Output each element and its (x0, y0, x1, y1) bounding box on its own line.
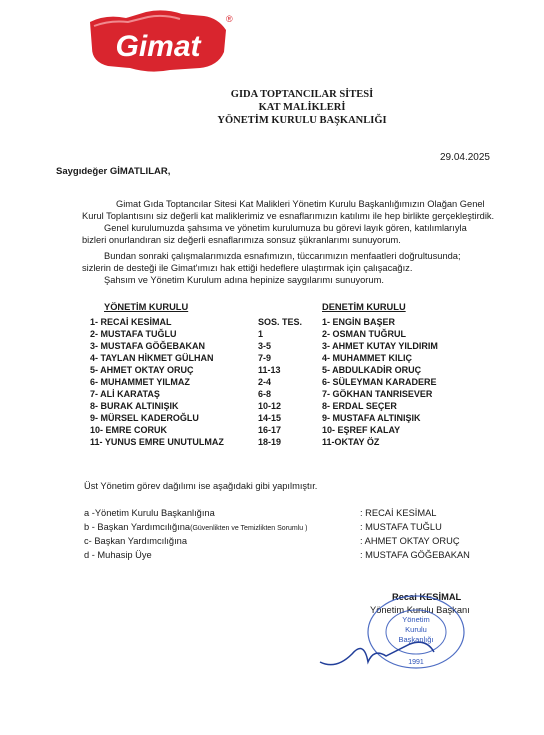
sos-tes-heading: SOS. TES. (258, 317, 303, 327)
audit-member: 8- ERDAL SEÇER (322, 401, 397, 411)
audit-member: 2- OSMAN TUĞRUL (322, 329, 406, 339)
board-member: 11- YUNUS EMRE UNUTULMAZ (90, 437, 224, 447)
duty-sub: (Güvenlikten ve Temizlikten Sorumlu ) (190, 525, 308, 532)
audit-member: 7- GÖKHAN TANRISEVER (322, 389, 433, 399)
greeting: Saygıdeğer GİMATLILAR, (56, 166, 171, 177)
sos-tes-value: 10-12 (258, 401, 282, 411)
stamp-line-2: Kurulu (405, 625, 427, 634)
header-line-2: KAT MALİKLERİ (258, 102, 346, 113)
paragraph-line: Bundan sonraki çalışmalarımızda esnafımızın, tüccarımızın menfaatleri doğrultusunda; (104, 251, 461, 261)
audit-heading: DENETİM KURULU (322, 302, 406, 312)
stamp-year: 1991 (408, 659, 424, 666)
official-stamp (316, 592, 466, 682)
duties-intro: Üst Yönetim görev dağılımı ise aşağıdaki gibi yapılmıştır. (84, 481, 318, 491)
signatory-name: Recai KESİMAL (392, 592, 462, 602)
duty-row (84, 521, 307, 535)
duty-person: : AHMET OKTAY ORUÇ (360, 536, 460, 546)
board-member: 6- MUHAMMET YILMAZ (90, 377, 190, 387)
board-member: 5- AHMET OKTAY ORUÇ (90, 365, 194, 375)
sos-tes-value: 14-15 (258, 413, 282, 423)
duty-person: : RECAİ KESİMAL (360, 508, 437, 518)
sos-tes-value: 6-8 (258, 389, 272, 399)
audit-member: 3- AHMET KUTAY YILDIRIM (322, 341, 438, 351)
board-member: 10- EMRE CORUK (90, 425, 168, 435)
paragraph-line: Kurul Toplantısını siz değerli kat maliklerimiz ve esnaflarımızın katılımı ile hep birlikte gerçekleştirdik. (82, 211, 495, 221)
duty-role: d - Muhasip Üye (84, 550, 152, 560)
registered-mark: ® (226, 14, 233, 24)
letter-date: 29.04.2025 (439, 152, 490, 163)
stamp-line-1: Yönetim (402, 615, 430, 624)
audit-member: 1- ENGİN BAŞER (322, 317, 396, 327)
paragraph-line: Gimat Gıda Toptancılar Sitesi Kat Malikleri Yönetim Kurulu Başkanlığımızın Olağan Genel (116, 199, 485, 209)
board-member-list (90, 316, 224, 448)
paragraph-line: Genel kurulumuzda şahsıma ve yönetim kurulumuza bu görevi layık gören, katılımlarıyla (104, 223, 467, 233)
audit-member: 10- EŞREF KALAY (322, 425, 401, 435)
audit-member: 11-OKTAY ÖZ (322, 437, 380, 447)
duty-role: a -Yönetim Kurulu Başkanlığına (84, 508, 215, 518)
audit-member: 4- MUHAMMET KILIÇ (322, 353, 412, 363)
paragraph-line: sizlerin de desteği ile Gimat'ımızı hak ettiği hedeflere ulaştırmak için çalışacağız. (82, 263, 413, 273)
board-member: 2- MUSTAFA TUĞLU (90, 329, 177, 339)
audit-member: 6- SÜLEYMAN KARADERE (322, 377, 437, 387)
sos-tes-value: 3-5 (258, 341, 272, 351)
signatory-title: Yönetim Kurulu Başkanı (370, 605, 470, 615)
header-line-3: YÖNETİM KURULU BAŞKANLIĞI (217, 115, 387, 126)
logo-wordmark: Gimat (115, 30, 201, 63)
board-member: 3- MUSTAFA GÖĞEBAKAN (90, 341, 206, 351)
sos-tes-value: 2-4 (258, 377, 272, 387)
audit-member: 9- MUSTAFA ALTINIŞIK (322, 413, 421, 423)
sos-tes-value: 11-13 (258, 365, 281, 375)
sos-tes-value: 7-9 (258, 353, 272, 363)
board-member: 9- MÜRSEL KADEROĞLU (90, 413, 199, 423)
sos-tes-value: 18-19 (258, 437, 282, 447)
duty-role: b - Başkan Yardımcılığına (84, 522, 191, 532)
header-line-1: GIDA TOPTANCILAR SİTESİ (230, 89, 374, 100)
paragraph-line: bizleri onurlandıran siz değerli esnaflarımıza sonsuz şükranlarımı sunuyorum. (82, 235, 401, 245)
sos-tes-column (258, 316, 302, 448)
stamp-line-3: Başkanlığı (398, 635, 434, 644)
duty-person: : MUSTAFA TUĞLU (360, 522, 442, 532)
board-member: 7- ALİ KARATAŞ (90, 389, 160, 399)
sos-tes-value: 1 (258, 329, 264, 339)
duty-role: c- Başkan Yardımcılığına (84, 536, 188, 546)
gimat-logo (86, 8, 236, 80)
board-member: 4- TAYLAN HİKMET GÜLHAN (90, 353, 214, 363)
audit-member: 5- ABDULKADİR ORUÇ (322, 365, 422, 375)
audit-member-list (322, 316, 438, 448)
sos-tes-value: 16-17 (258, 425, 282, 435)
board-heading: YÖNETİM KURULU (104, 302, 189, 312)
board-member: 8- BURAK ALTINIŞIK (90, 401, 179, 411)
duty-person: : MUSTAFA GÖĞEBAKAN (360, 550, 470, 560)
board-member: 1- RECAİ KESİMAL (90, 317, 172, 327)
paragraph-line: Şahsım ve Yönetim Kurulum adına hepinize saygılarımı sunuyorum. (104, 275, 384, 285)
